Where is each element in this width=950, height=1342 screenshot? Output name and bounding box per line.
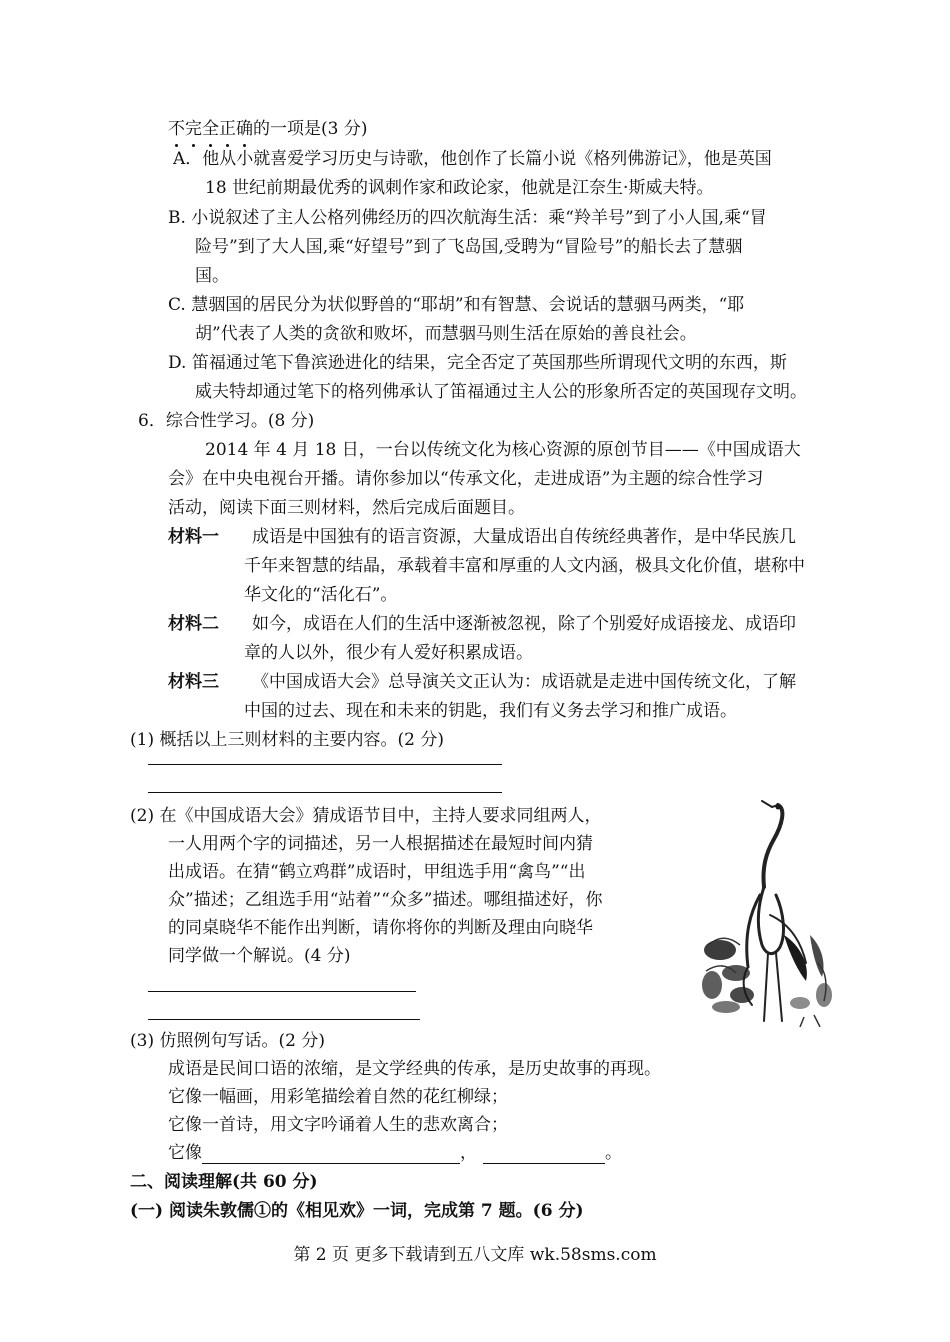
sub-question-2-line1: (2) 在《中国成语大会》猜成语节目中，主持人要求同组两人， (130, 806, 602, 826)
sub-question-2-line4: 众”描述；乙组选手用“站着”“众多”描述。哪组描述好，你 (168, 890, 603, 910)
answer-line[interactable] (148, 991, 416, 992)
option-b-line2: 险号”到了大人国,乘“好望号”到了飞岛国,受聘为“冒险号”的船长去了慧骃 (195, 237, 743, 257)
emphasis-char: 不 (168, 119, 185, 139)
material-3-line1: 《中国成语大会》总导演关文正认为：成语就是走进中国传统文化，了解 (252, 672, 796, 692)
q5-stem-tail (168, 118, 367, 140)
sub-question-3-title: (3) 仿照例句写话。(2 分) (130, 1031, 325, 1051)
sub-question-2-line5: 的同桌晓华不能作出判断，请你将你的判断及理由向晓华 (168, 918, 593, 938)
page-footer: 第 2 页 更多下载请到五八文库 wk.58sms.com (293, 1245, 657, 1265)
sub-question-3-example-1: 成语是民间口语的浓缩，是文学经典的传承，是历史故事的再现。 (168, 1059, 661, 1079)
crane-ink-painting (700, 795, 835, 1027)
material-3-line2: 中国的过去、现在和未来的钥匙，我们有义务去学习和推广成语。 (244, 701, 737, 721)
emphasis-char: 正 (219, 119, 236, 139)
option-c-line2: 胡”代表了人类的贪欲和败坏，而慧骃马则生活在原始的善良社会。 (195, 324, 697, 344)
material-2-label: 材料二 (168, 614, 219, 634)
option-a-label: A． (173, 149, 203, 169)
emphasis-char: 确 (236, 119, 253, 139)
q6-intro-line3: 活动，阅读下面三则材料，然后完成后面题目。 (168, 498, 525, 518)
emphasis-char: 完 (185, 119, 202, 139)
sub-question-1: (1) 概括以上三则材料的主要内容。(2 分) (130, 730, 444, 750)
section-2-subtitle: (一) 阅读朱敦儒①的《相见欢》一词，完成第 7 题。(6 分) (130, 1201, 584, 1221)
material-2-line2: 章的人以外，很少有人爱好积累成语。 (244, 643, 533, 663)
answer-line[interactable] (148, 792, 502, 793)
option-a-text: 他从小就喜爱学习历史与诗歌，他创作了长篇小说《格列佛游记》，他是英国 (202, 149, 772, 169)
q6-intro-line2: 会》在中央电视台开播。请你参加以“传承文化，走进成语”为主题的综合性学习 (168, 469, 764, 489)
material-3-label: 材料三 (168, 672, 219, 692)
option-a-line2: 18 世纪前期最优秀的讽刺作家和政论家，他就是江奈生·斯威夫特。 (205, 178, 714, 198)
emphasis-char: 全 (202, 119, 219, 139)
fill-prefix: 它像 (168, 1143, 202, 1163)
q6-intro-line1: 2014 年 4 月 18 日，一台以传统文化为核心资源的原创节目——《中国成语大 (205, 440, 801, 460)
section-2-title: 二、阅读理解(共 60 分) (130, 1172, 318, 1192)
option-d-line1: D. 笛福通过笔下鲁滨逊进化的结果，完全否定了英国那些所谓现代文明的东西，斯 (168, 353, 787, 373)
sub-question-3-example-2: 它像一幅画，用彩笔描绘着自然的花红柳绿； (168, 1087, 508, 1107)
option-a-line1 (173, 148, 772, 170)
option-c-line1: C. 慧骃国的居民分为状似野兽的“耶胡”和有智慧、会说话的慧骃马两类，“耶 (168, 295, 745, 315)
sub-question-2-line2: 一人用两个字的词描述，另一人根据描述在最短时间内猜 (168, 834, 593, 854)
option-d-line2: 威夫特却通过笔下的格列佛承认了笛福通过主人公的形象所否定的英国现存文明。 (195, 382, 807, 402)
fill-blank-2[interactable] (483, 1145, 605, 1164)
answer-line[interactable] (148, 1019, 420, 1020)
sub-question-3-fill-line (168, 1142, 622, 1164)
fill-separator: ， (460, 1143, 477, 1163)
fill-blank-1[interactable] (202, 1145, 460, 1164)
fill-end: 。 (605, 1143, 622, 1163)
sub-question-2-line6: 同学做一个解说。(4 分) (168, 946, 351, 966)
option-b-line3: 国。 (195, 266, 229, 286)
material-1-line3: 华文化的“活化石”。 (244, 585, 398, 605)
material-1-label: 材料一 (168, 527, 219, 547)
sub-question-3-example-3: 它像一首诗，用文字吟诵着人生的悲欢离合； (168, 1115, 508, 1135)
material-1-line2: 千年来智慧的结晶，承载着丰富和厚重的人文内涵，极具文化价值，堪称中 (244, 556, 805, 576)
q6-title: 6．综合性学习。(8 分) (138, 411, 315, 431)
material-1-line1: 成语是中国独有的语言资源，大量成语出自传统经典著作，是中华民族几 (252, 527, 796, 547)
stem-rest: 的一项是(3 分) (253, 119, 368, 139)
material-2-line1: 如今，成语在人们的生活中逐渐被忽视，除了个别爱好成语接龙、成语印 (252, 614, 796, 634)
sub-question-2-line3: 出成语。在猜“鹤立鸡群”成语时，甲组选手用“禽鸟”“出 (168, 862, 586, 882)
answer-line[interactable] (148, 764, 502, 765)
option-b-line1: B. 小说叙述了主人公格列佛经历的四次航海生活：乘“羚羊号”到了小人国,乘“冒 (168, 208, 767, 228)
